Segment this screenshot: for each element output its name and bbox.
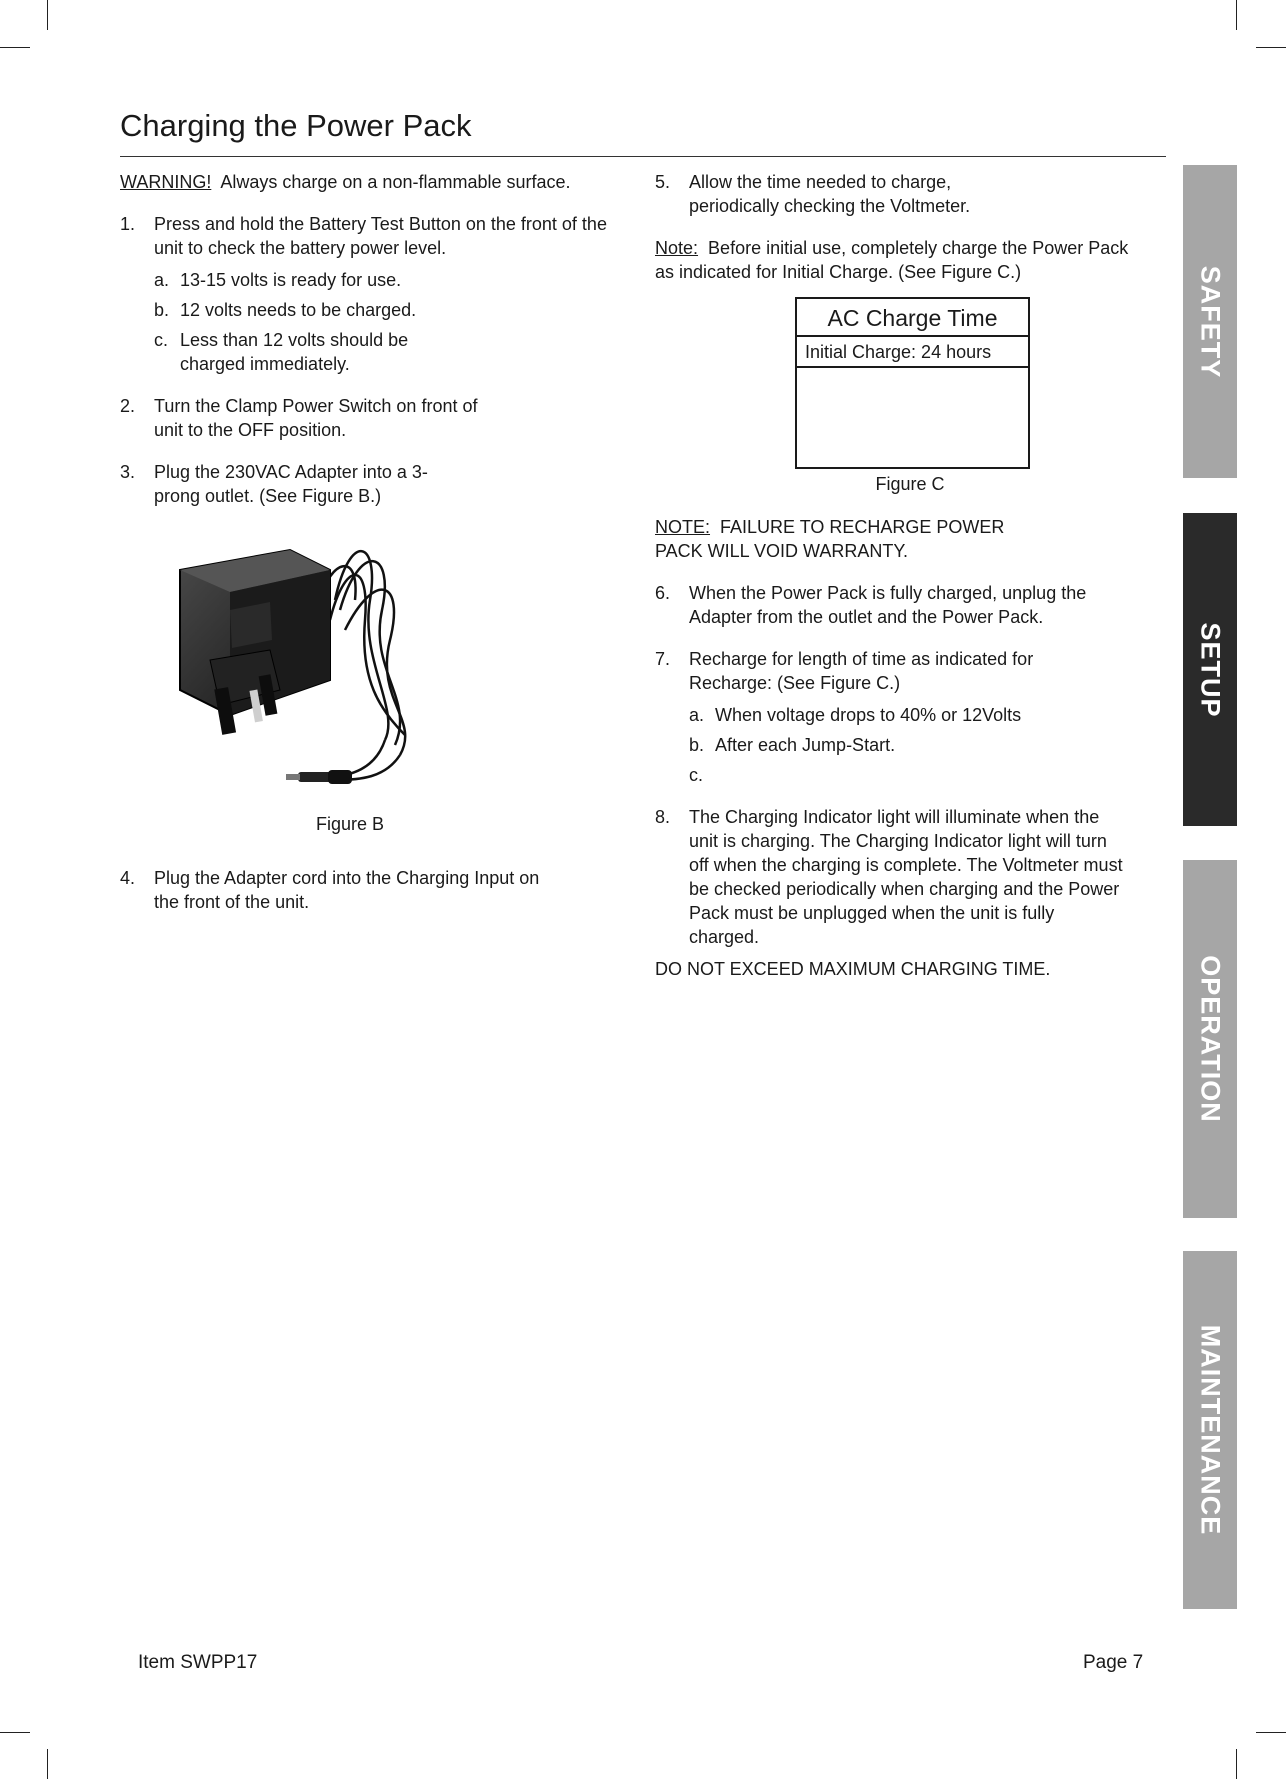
step-4: [120, 866, 540, 914]
sub-number: b.: [689, 735, 705, 755]
adapter-illustration: [170, 540, 490, 785]
step-2: [120, 394, 510, 442]
step-text: The Charging Indicator light will illuminate when the unit is charging. The Charging Indicator light will turn off when the charging is complete. The Voltmeter must be checked periodically when charging and the Power Pack must be unplugged when the unit is fully charged.: [689, 807, 1123, 947]
table-header: AC Charge Time: [797, 299, 1028, 337]
step-7-sub-c: [689, 763, 1150, 787]
note2-label: NOTE:: [655, 517, 711, 537]
sub-text: Less than 12 volts should be charged immediately.: [180, 330, 409, 374]
sub-number: c.: [154, 330, 169, 350]
warning-label: WARNING!: [120, 172, 212, 192]
step-7-sub-b: [689, 733, 1150, 757]
crop-mark: [1256, 1732, 1286, 1733]
tab-label: SETUP: [1195, 621, 1226, 718]
crop-mark: [1236, 0, 1237, 30]
step-text: Press and hold the Battery Test Button on the front of the unit to check the battery power level.: [154, 214, 607, 258]
sub-number: c.: [689, 765, 704, 785]
figure-b-caption: Figure B: [315, 814, 385, 834]
step-number: 2.: [120, 396, 136, 416]
step-number: 5.: [655, 172, 671, 192]
tab-maintenance[interactable]: [1183, 1251, 1237, 1609]
sub-number: a.: [689, 705, 705, 725]
step-3: [120, 460, 460, 508]
step-1-sub-a: [154, 268, 640, 292]
crop-mark: [0, 47, 30, 48]
tab-safety[interactable]: [1183, 165, 1237, 478]
step-text: Recharge for length of time as indicated for Recharge: (See Figure C.): [689, 649, 1034, 693]
right-column: [655, 170, 1150, 284]
step-text: Allow the time needed to charge, periodically checking the Voltmeter.: [689, 172, 971, 216]
crop-mark: [47, 0, 48, 30]
note-text: Before initial use, completely charge the Power Pack as indicated for Initial Charge. (See Figure C.): [655, 238, 1129, 282]
step-text: Plug the Adapter cord into the Charging Input on the front of the unit.: [154, 868, 540, 912]
left-column: [120, 170, 640, 526]
table-row: Initial Charge: 24 hours: [797, 337, 1028, 368]
tab-setup[interactable]: [1183, 513, 1237, 826]
sub-text: 13-15 volts is ready for use.: [180, 270, 402, 290]
step-8: [655, 805, 1125, 949]
page-title: Charging the Power Pack: [120, 108, 472, 143]
title-rule: [120, 156, 1166, 157]
step-number: 8.: [655, 807, 671, 827]
warning: [120, 170, 640, 194]
final-warning: DO NOT EXCEED MAXIMUM CHARGING TIME.: [655, 959, 1051, 979]
sub-text: 12 volts needs to be charged.: [180, 300, 417, 320]
tab-operation[interactable]: [1183, 860, 1237, 1218]
crop-mark: [0, 1732, 30, 1733]
step-number: 6.: [655, 583, 671, 603]
step-1: [120, 212, 640, 260]
step-text: When the Power Pack is fully charged, unplug the Adapter from the outlet and the Power Pack.: [689, 583, 1087, 627]
step-6: [655, 581, 1150, 629]
note2-text: FAILURE TO RECHARGE POWER PACK WILL VOID WARRANTY.: [655, 517, 1005, 561]
warranty-note: [655, 515, 1055, 563]
step-1-sub-c: [154, 328, 454, 376]
step-text: Turn the Clamp Power Switch on front of unit to the OFF position.: [154, 396, 478, 440]
step-7-sub-a: [689, 703, 1150, 727]
step-text: Plug the 230VAC Adapter into a 3-prong outlet. (See Figure B.): [154, 462, 428, 506]
step-number: 7.: [655, 649, 671, 669]
right-column-lower: [655, 515, 1150, 981]
figure-c-caption: Figure C: [875, 474, 945, 494]
footer-item-number: Item SWPP17: [138, 1652, 258, 1673]
sub-text: After each Jump-Start.: [715, 735, 896, 755]
step-number: 1.: [120, 214, 136, 234]
charge-time-table: [795, 297, 1030, 469]
tab-label: OPERATION: [1195, 955, 1226, 1123]
step-number: 4.: [120, 868, 136, 888]
sub-number: a.: [154, 270, 170, 290]
note-label: Note:: [655, 238, 699, 258]
crop-mark: [1236, 1749, 1237, 1779]
step-7: [655, 647, 1055, 695]
tab-label: MAINTENANCE: [1195, 1324, 1226, 1536]
note: [655, 236, 1150, 284]
step-number: 3.: [120, 462, 136, 482]
crop-mark: [47, 1749, 48, 1779]
warning-text: Always charge on a non-flammable surface.: [220, 172, 571, 192]
sub-text: When voltage drops to 40% or 12Volts: [715, 705, 1022, 725]
tab-label: SAFETY: [1195, 265, 1226, 378]
sub-number: b.: [154, 300, 170, 320]
step-1-sub-b: [154, 298, 640, 322]
footer-page-number: Page 7: [1083, 1652, 1144, 1673]
left-column-lower: [120, 866, 540, 932]
sub-text: [715, 763, 1150, 787]
crop-mark: [1256, 47, 1286, 48]
step-5: [655, 170, 995, 218]
